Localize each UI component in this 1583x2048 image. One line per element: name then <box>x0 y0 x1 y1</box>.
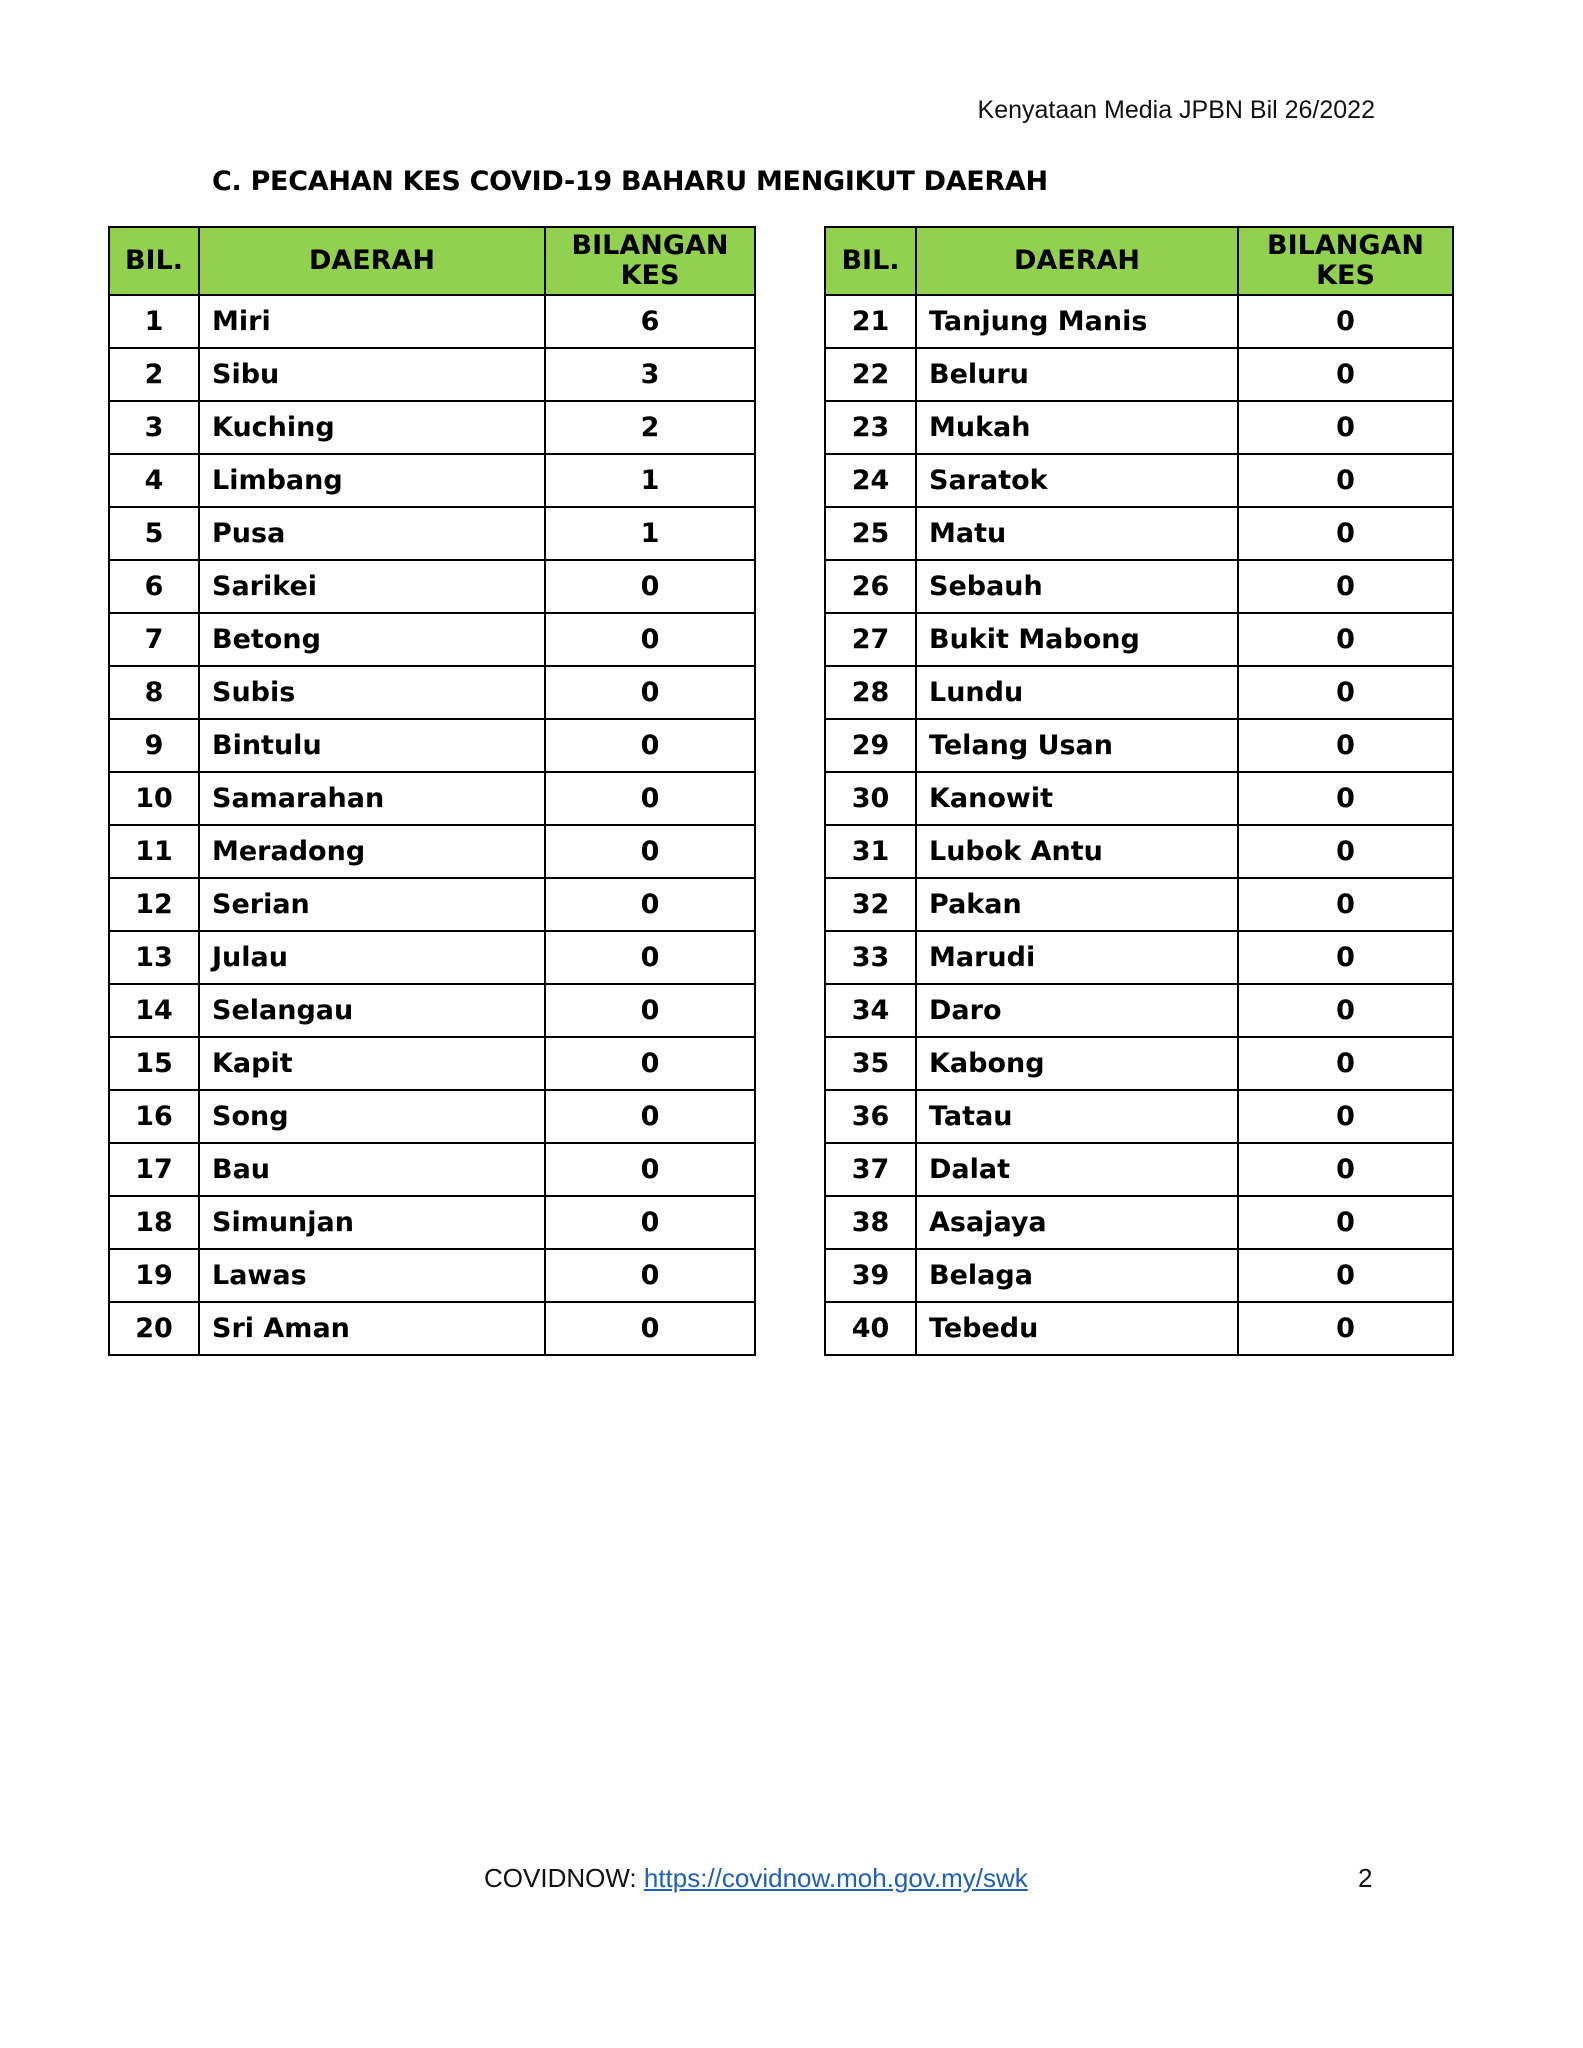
case-count: 1 <box>545 454 755 507</box>
table-header-row <box>825 227 1453 295</box>
case-count: 0 <box>545 1196 755 1249</box>
table-row <box>825 1302 1453 1355</box>
table-row <box>109 1196 755 1249</box>
case-count: 0 <box>1238 1143 1453 1196</box>
district-number: 23 <box>825 401 916 454</box>
district-number: 3 <box>109 401 199 454</box>
table-row <box>109 454 755 507</box>
district-name: Asajaya <box>916 1196 1238 1249</box>
district-name: Simunjan <box>199 1196 545 1249</box>
district-name: Matu <box>916 507 1238 560</box>
district-number: 10 <box>109 772 199 825</box>
district-name: Pusa <box>199 507 545 560</box>
district-number: 25 <box>825 507 916 560</box>
table-row <box>825 825 1453 878</box>
district-number: 13 <box>109 931 199 984</box>
case-count: 0 <box>1238 560 1453 613</box>
district-cases-table-left <box>108 226 756 1356</box>
district-name: Mukah <box>916 401 1238 454</box>
district-number: 16 <box>109 1090 199 1143</box>
case-count: 0 <box>1238 613 1453 666</box>
district-number: 24 <box>825 454 916 507</box>
section-title: C. PECAHAN KES COVID-19 BAHARU MENGIKUT DAERAH <box>212 166 1048 197</box>
district-name: Kanowit <box>916 772 1238 825</box>
table-row <box>825 931 1453 984</box>
district-name: Selangau <box>199 984 545 1037</box>
case-count: 0 <box>1238 1037 1453 1090</box>
column-header-bil: BIL. <box>109 227 199 295</box>
table-row <box>109 878 755 931</box>
table-row <box>109 1249 755 1302</box>
document-reference: Kenyataan Media JPBN Bil 26/2022 <box>977 96 1375 124</box>
case-count: 0 <box>1238 507 1453 560</box>
district-name: Meradong <box>199 825 545 878</box>
district-name: Lundu <box>916 666 1238 719</box>
district-number: 2 <box>109 348 199 401</box>
district-number: 22 <box>825 348 916 401</box>
table-row <box>825 1249 1453 1302</box>
district-name: Sri Aman <box>199 1302 545 1355</box>
table-row <box>825 666 1453 719</box>
district-number: 27 <box>825 613 916 666</box>
table-row <box>825 613 1453 666</box>
district-name: Tatau <box>916 1090 1238 1143</box>
district-number: 37 <box>825 1143 916 1196</box>
table-row <box>109 295 755 348</box>
district-name: Kapit <box>199 1037 545 1090</box>
district-number: 36 <box>825 1090 916 1143</box>
column-header-kes-line: KES <box>1316 260 1375 291</box>
column-header-bil: BIL. <box>825 227 916 295</box>
table-row <box>109 666 755 719</box>
district-name: Sebauh <box>916 560 1238 613</box>
table-row <box>825 772 1453 825</box>
table-row <box>825 401 1453 454</box>
table-row <box>825 878 1453 931</box>
case-count: 0 <box>1238 878 1453 931</box>
table-row <box>825 348 1453 401</box>
case-count: 0 <box>1238 454 1453 507</box>
case-count: 0 <box>1238 401 1453 454</box>
case-count: 0 <box>1238 1196 1453 1249</box>
district-number: 38 <box>825 1196 916 1249</box>
table-row <box>825 1037 1453 1090</box>
district-name: Lubok Antu <box>916 825 1238 878</box>
page-number: 2 <box>1358 1863 1373 1893</box>
footer <box>484 1863 1028 1894</box>
district-number: 21 <box>825 295 916 348</box>
district-number: 26 <box>825 560 916 613</box>
district-name: Julau <box>199 931 545 984</box>
table-row <box>109 401 755 454</box>
case-count: 0 <box>1238 984 1453 1037</box>
district-number: 28 <box>825 666 916 719</box>
district-name: Pakan <box>916 878 1238 931</box>
district-name: Miri <box>199 295 545 348</box>
case-count: 0 <box>1238 772 1453 825</box>
case-count: 0 <box>1238 1090 1453 1143</box>
district-name: Belaga <box>916 1249 1238 1302</box>
district-name: Saratok <box>916 454 1238 507</box>
district-number: 33 <box>825 931 916 984</box>
district-name: Tebedu <box>916 1302 1238 1355</box>
column-header-kes-line: KES <box>620 260 680 291</box>
column-header-bilangan-kes <box>1238 227 1453 295</box>
table-row <box>109 613 755 666</box>
table-row <box>825 1143 1453 1196</box>
district-name: Subis <box>199 666 545 719</box>
district-number: 17 <box>109 1143 199 1196</box>
table-body <box>109 295 755 1355</box>
table-row <box>109 772 755 825</box>
case-count: 0 <box>1238 931 1453 984</box>
district-number: 12 <box>109 878 199 931</box>
table-row <box>825 295 1453 348</box>
district-name: Lawas <box>199 1249 545 1302</box>
case-count: 0 <box>545 984 755 1037</box>
case-count: 0 <box>1238 825 1453 878</box>
district-number: 18 <box>109 1196 199 1249</box>
district-number: 30 <box>825 772 916 825</box>
district-name: Daro <box>916 984 1238 1037</box>
table-row <box>825 984 1453 1037</box>
table-row <box>109 1090 755 1143</box>
table-header-row <box>109 227 755 295</box>
district-name: Bau <box>199 1143 545 1196</box>
case-count: 1 <box>545 507 755 560</box>
table-row <box>109 719 755 772</box>
district-name: Song <box>199 1090 545 1143</box>
case-count: 0 <box>1238 666 1453 719</box>
district-number: 1 <box>109 295 199 348</box>
case-count: 0 <box>545 613 755 666</box>
case-count: 0 <box>1238 1302 1453 1355</box>
column-header-bilangan-line: BILANGAN <box>1267 230 1424 261</box>
table-row <box>825 1196 1453 1249</box>
case-count: 0 <box>545 560 755 613</box>
case-count: 0 <box>1238 348 1453 401</box>
district-number: 14 <box>109 984 199 1037</box>
table-row <box>109 1037 755 1090</box>
case-count: 3 <box>545 348 755 401</box>
district-name: Beluru <box>916 348 1238 401</box>
case-count: 0 <box>545 772 755 825</box>
case-count: 6 <box>545 295 755 348</box>
table-row <box>825 719 1453 772</box>
table-row <box>825 560 1453 613</box>
district-number: 9 <box>109 719 199 772</box>
table-row <box>825 1090 1453 1143</box>
district-number: 19 <box>109 1249 199 1302</box>
case-count: 0 <box>545 1143 755 1196</box>
district-number: 32 <box>825 878 916 931</box>
district-number: 20 <box>109 1302 199 1355</box>
column-header-bilangan-line: BILANGAN <box>571 230 729 261</box>
table-row <box>109 984 755 1037</box>
case-count: 2 <box>545 401 755 454</box>
case-count: 0 <box>545 1037 755 1090</box>
table-row <box>109 507 755 560</box>
case-count: 0 <box>1238 719 1453 772</box>
case-count: 0 <box>545 1249 755 1302</box>
district-name: Serian <box>199 878 545 931</box>
district-name: Dalat <box>916 1143 1238 1196</box>
footer-label: COVIDNOW: <box>484 1863 644 1893</box>
case-count: 0 <box>545 1090 755 1143</box>
district-name: Sibu <box>199 348 545 401</box>
case-count: 0 <box>545 666 755 719</box>
district-cases-table-right <box>824 226 1454 1356</box>
table-row <box>109 348 755 401</box>
district-name: Samarahan <box>199 772 545 825</box>
column-header-daerah: DAERAH <box>916 227 1238 295</box>
district-number: 35 <box>825 1037 916 1090</box>
district-name: Betong <box>199 613 545 666</box>
case-count: 0 <box>545 719 755 772</box>
district-number: 34 <box>825 984 916 1037</box>
district-name: Telang Usan <box>916 719 1238 772</box>
column-header-bilangan-kes <box>545 227 755 295</box>
table-row <box>109 1302 755 1355</box>
district-number: 6 <box>109 560 199 613</box>
district-number: 4 <box>109 454 199 507</box>
district-name: Kuching <box>199 401 545 454</box>
district-number: 31 <box>825 825 916 878</box>
case-count: 0 <box>545 1302 755 1355</box>
district-name: Sarikei <box>199 560 545 613</box>
district-name: Marudi <box>916 931 1238 984</box>
column-header-daerah: DAERAH <box>199 227 545 295</box>
district-number: 39 <box>825 1249 916 1302</box>
district-number: 11 <box>109 825 199 878</box>
case-count: 0 <box>545 825 755 878</box>
district-number: 29 <box>825 719 916 772</box>
district-name: Limbang <box>199 454 545 507</box>
case-count: 0 <box>545 878 755 931</box>
district-name: Tanjung Manis <box>916 295 1238 348</box>
case-count: 0 <box>545 931 755 984</box>
table-row <box>109 825 755 878</box>
case-count: 0 <box>1238 295 1453 348</box>
covidnow-link[interactable]: https://covidnow.moh.gov.my/swk <box>643 1863 1028 1893</box>
table-body <box>825 295 1453 1355</box>
district-number: 7 <box>109 613 199 666</box>
district-number: 5 <box>109 507 199 560</box>
district-name: Bukit Mabong <box>916 613 1238 666</box>
table-row <box>109 560 755 613</box>
case-count: 0 <box>1238 1249 1453 1302</box>
district-name: Bintulu <box>199 719 545 772</box>
district-number: 15 <box>109 1037 199 1090</box>
table-row <box>109 1143 755 1196</box>
district-number: 8 <box>109 666 199 719</box>
table-row <box>825 454 1453 507</box>
table-row <box>109 931 755 984</box>
district-number: 40 <box>825 1302 916 1355</box>
table-row <box>825 507 1453 560</box>
district-name: Kabong <box>916 1037 1238 1090</box>
